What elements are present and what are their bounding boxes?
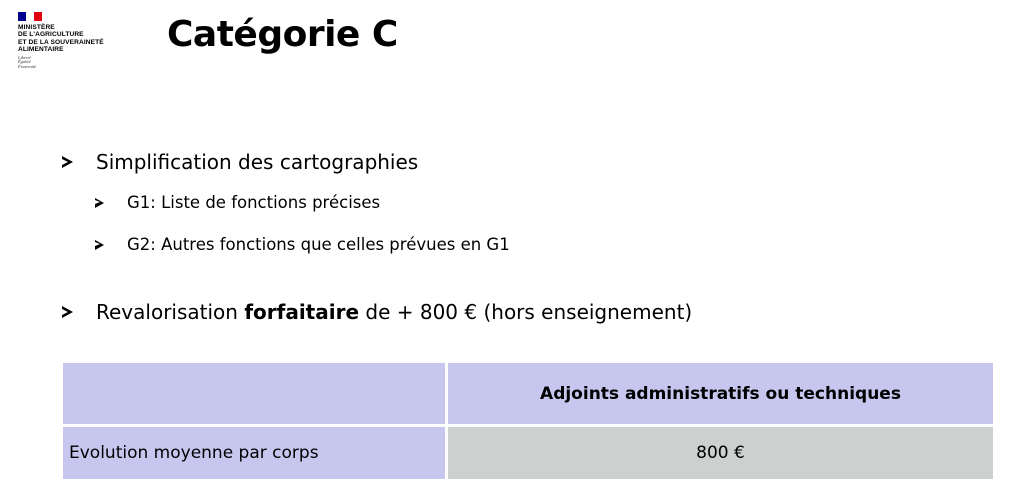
- motto-fraternite: Fraternité: [18, 64, 37, 70]
- table-cell-value: 800 €: [447, 426, 995, 481]
- bullet-simplification: [62, 150, 418, 174]
- bullet-text: [96, 300, 692, 324]
- table-header-cell-empty: [62, 362, 447, 426]
- table-header-row: [62, 362, 995, 426]
- republic-motto: [18, 56, 148, 70]
- bullet-text: G1: Liste de fonctions précises: [127, 193, 381, 212]
- arrow-bullet-icon: [95, 240, 104, 250]
- bullet-revalorisation: [62, 300, 692, 324]
- logo-line-4: ALIMENTAIRE: [18, 46, 64, 54]
- arrow-bullet-icon: [62, 306, 73, 318]
- motto-liberte: Liberté: [18, 54, 31, 60]
- slide-title: Catégorie C: [167, 14, 398, 55]
- salary-table: [60, 360, 996, 482]
- table-cell-label: Evolution moyenne par corps: [62, 426, 447, 481]
- logo-line-1: MINISTÈRE: [18, 24, 55, 31]
- ministry-logo: [18, 12, 148, 70]
- logo-line-2: DE L'AGRICULTURE: [18, 31, 84, 39]
- bullet-text-pre: Revalorisation: [96, 300, 245, 324]
- french-flag-icon: [18, 12, 42, 21]
- bullet-text-bold: forfaitaire: [244, 300, 360, 324]
- sub-bullet-g1: [95, 193, 380, 212]
- arrow-bullet-icon: [95, 198, 104, 208]
- motto-egalite: Égalité: [18, 59, 31, 65]
- table-header-cell-adjoints: Adjoints administratifs ou techniques: [447, 362, 995, 426]
- bullet-text-post: de + 800 € (hors enseignement): [359, 300, 693, 324]
- bullet-text: Simplification des cartographies: [96, 150, 419, 174]
- sub-bullet-g2: [95, 235, 510, 254]
- arrow-bullet-icon: [62, 156, 73, 168]
- logo-line-3: ET DE LA SOUVERAINETÉ: [18, 38, 104, 46]
- table-row: [62, 426, 995, 481]
- bullet-text: G2: Autres fonctions que celles prévues en G1: [127, 235, 510, 254]
